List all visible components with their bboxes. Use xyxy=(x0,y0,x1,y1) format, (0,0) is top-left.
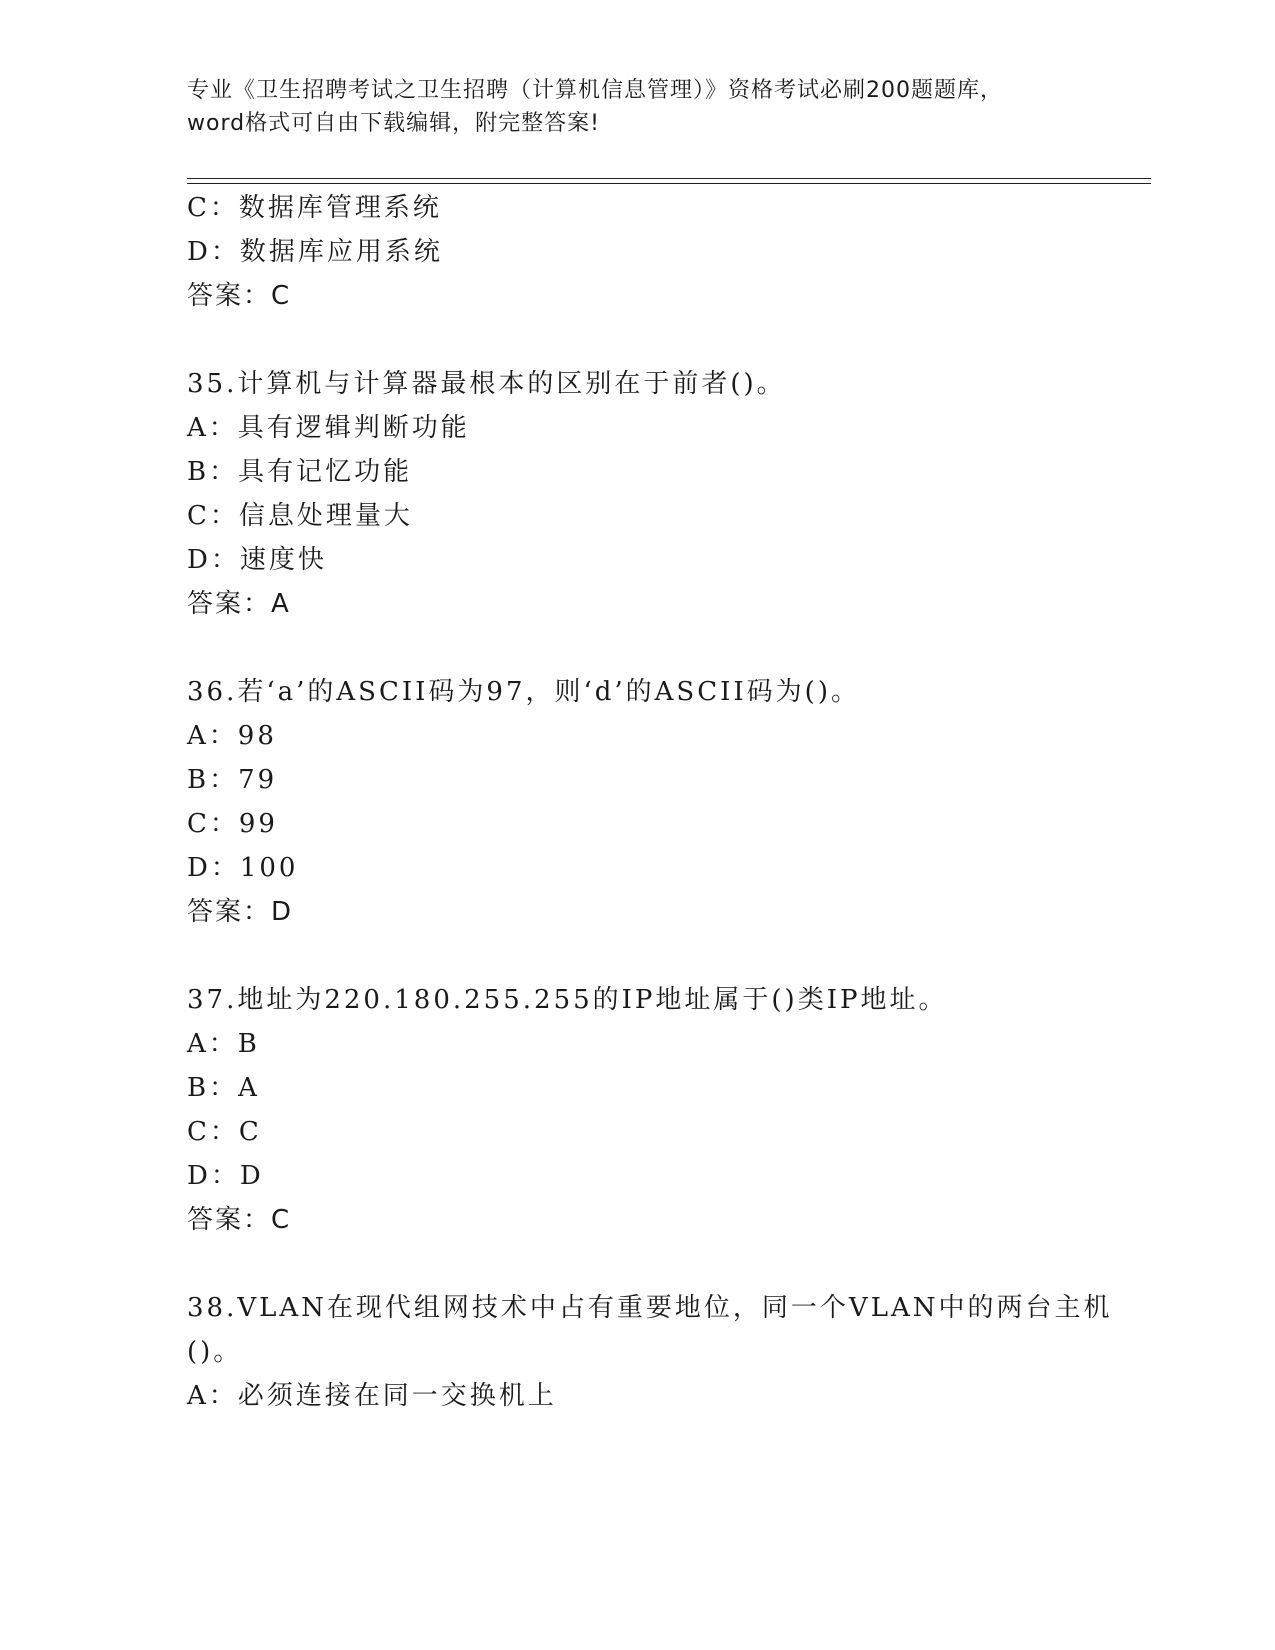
q36-option-c: C：99 xyxy=(187,809,278,839)
q35-option-b: B：具有记忆功能 xyxy=(187,457,413,487)
q37-option-b: B：A xyxy=(187,1073,260,1103)
q37-option-d: D：D xyxy=(187,1161,264,1191)
header-rule-bottom xyxy=(187,183,1151,184)
q37-answer: 答案：C xyxy=(187,1205,292,1235)
prev-option-c: C：数据库管理系统 xyxy=(187,193,442,223)
q36-option-b: B：79 xyxy=(187,765,278,795)
q38-stem-line-2: ()。 xyxy=(187,1337,243,1367)
prev-option-d: D：数据库应用系统 xyxy=(187,237,443,267)
q37-option-a: A：B xyxy=(187,1029,260,1059)
header-line-2: word格式可自由下载编辑，附完整答案! xyxy=(187,111,600,136)
q35-option-c: C：信息处理量大 xyxy=(187,501,413,531)
q37-stem: 37.地址为220.180.255.255的IP地址属于()类IP地址。 xyxy=(187,985,948,1015)
header-line-1: 专业《卫生招聘考试之卫生招聘（计算机信息管理）》资格考试必刷200题题库， xyxy=(187,78,1003,103)
q35-answer: 答案：A xyxy=(187,589,291,619)
q37-option-c: C：C xyxy=(187,1117,262,1147)
q38-option-a: A：必须连接在同一交换机上 xyxy=(187,1381,557,1411)
prev-answer: 答案：C xyxy=(187,281,292,311)
q36-option-a: A：98 xyxy=(187,721,277,751)
q36-stem: 36.若‘a’的ASCII码为97，则‘d’的ASCII码为()。 xyxy=(187,677,860,707)
q36-option-d: D：100 xyxy=(187,853,299,883)
header-rule-top xyxy=(187,178,1151,179)
q38-stem-line-1: 38.VLAN在现代组网技术中占有重要地位，同一个VLAN中的两台主机 xyxy=(187,1293,1113,1323)
q35-stem: 35.计算机与计算器最根本的区别在于前者()。 xyxy=(187,369,786,399)
q36-answer: 答案：D xyxy=(187,897,294,927)
q35-option-d: D：速度快 xyxy=(187,545,327,575)
document-header xyxy=(187,74,1087,140)
q35-option-a: A：具有逻辑判断功能 xyxy=(187,413,470,443)
